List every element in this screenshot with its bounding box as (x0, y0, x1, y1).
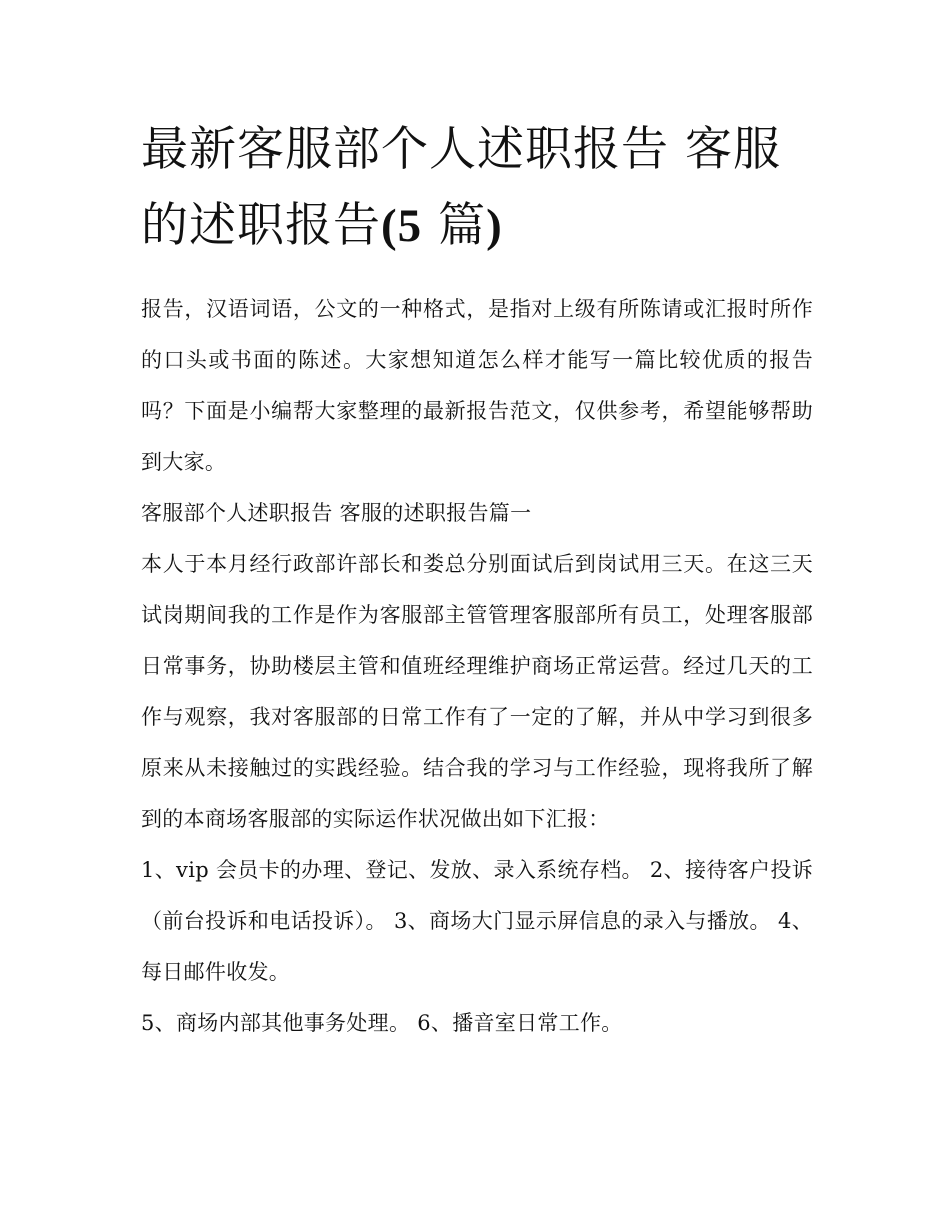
document-page (141, 112, 813, 1049)
body-paragraph-3: 5、商场内部其他事务处理。 6、播音室日常工作。 (141, 1011, 623, 1035)
body-paragraph-1: 本人于本月经行政部许部长和娄总分别面试后到岗试用三天。在这三天试岗期间我的工作是作为客服部主管管理客服部所有员工，处理客服部日常事务，协助楼层主管和值班经理维护商场正常运营。经过几天的工作与观察，我对客服部的日常工作有了一定的了解，并从中学习到很多原来从未接触过的实践经验。结合我的学习与工作经验，现将我所了解到的本商场客服部的实际运作状况做出如下汇报： (141, 552, 813, 831)
title-part-2: 的述职报告 (141, 198, 381, 253)
title-number: 5 (397, 200, 423, 252)
section-heading: 客服部个人述职报告 客服的述职报告篇一 (141, 501, 532, 525)
title-part-1: 最新客服部个人述职报告 客服 (141, 122, 781, 177)
title-paren-close: ) (486, 200, 503, 252)
document-title (141, 112, 813, 264)
title-paren-open: ( (381, 200, 398, 252)
title-part-3: 篇 (422, 198, 487, 253)
intro-paragraph: 报告，汉语词语，公文的一种格式，是指对上级有所陈请或汇报时所作的口头或书面的陈述。大家想知道怎么样才能写一篇比较优质的报告吗？下面是小编帮大家整理的最新报告范文，仅供参考，希望能够帮助到大家。 (141, 297, 813, 474)
body-paragraph-2: 1、vip 会员卡的办理、登记、发放、录入系统存档。 2、接待客户投诉（前台投诉和电话投诉）。 3、商场大门显示屏信息的录入与播放。 4、每日邮件收发。 (141, 858, 813, 984)
